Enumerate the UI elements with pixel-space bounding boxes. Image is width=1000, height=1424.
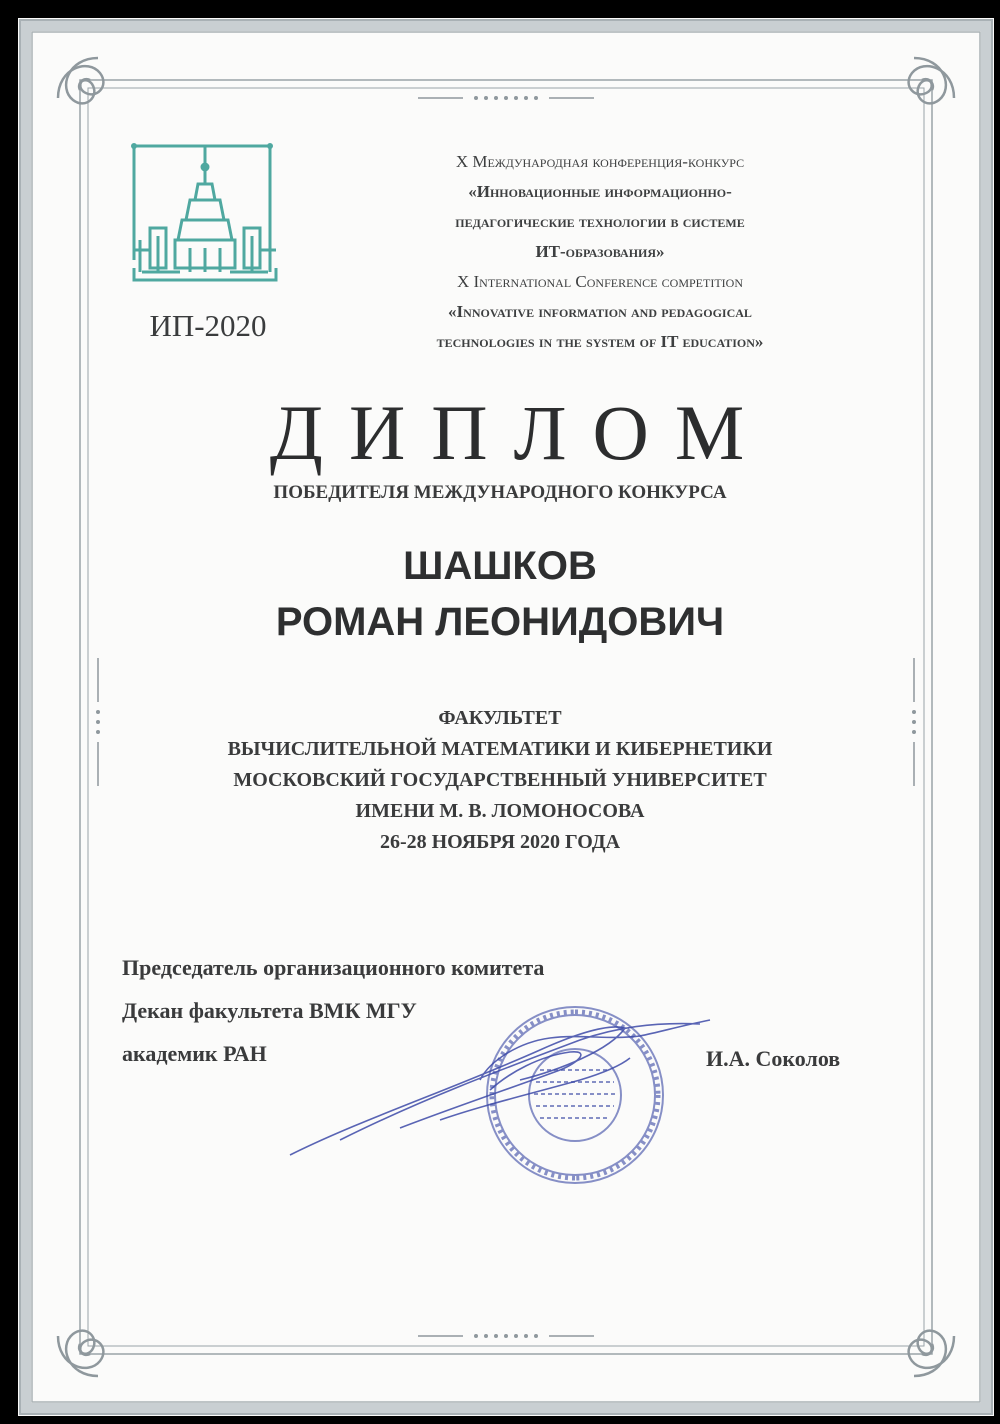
recipient-given-names: РОМАН ЛЕОНИДОВИЧ [275, 600, 725, 644]
signatory-name: И.А. Соколов [706, 1046, 841, 1071]
recipient-surname: ШАШКОВ [403, 544, 597, 588]
signatory-role1: Председатель организационного комитета [122, 955, 545, 980]
conference-ru-line1: X Международная конференция-конкурс [455, 152, 745, 171]
org-line3: МОСКОВСКИЙ ГОСУДАРСТВЕННЫЙ УНИВЕРСИТЕТ [233, 769, 767, 791]
diploma-title: ДИПЛОМ [269, 389, 771, 476]
signatory-role2: Декан факультета ВМК МГУ [122, 998, 417, 1023]
conference-ru-line4: ИТ-образования» [535, 242, 665, 261]
conference-en-line1: X International Conference competition [456, 272, 743, 291]
org-line1: ФАКУЛЬТЕТ [438, 707, 562, 729]
conference-en-line2: «Innovative information and pedagogical [448, 302, 752, 321]
org-dates: 26-28 НОЯБРЯ 2020 ГОДА [379, 831, 621, 853]
conference-ru-line2: «Инновационные информационно- [468, 182, 732, 201]
org-line4: ИМЕНИ М. В. ЛОМОНОСОВА [355, 800, 645, 822]
recipient-name [150, 538, 850, 650]
signatory-role3: академик РАН [122, 1041, 267, 1066]
diploma-subtitle: ПОБЕДИТЕЛЯ МЕЖДУНАРОДНОГО КОНКУРСА [273, 482, 727, 503]
conference-header [320, 147, 880, 357]
conference-ru-line3: педагогические технологии в системе [455, 212, 745, 231]
signatory-roles [122, 946, 544, 1075]
organization-block [120, 703, 880, 858]
conference-en-line3: technologies in the system of IT education» [436, 332, 764, 351]
org-line2: ВЫЧИСЛИТЕЛЬНОЙ МАТЕМАТИКИ И КИБЕРНЕТИКИ [227, 738, 773, 760]
logo-text: ИП-2020 [149, 308, 267, 343]
